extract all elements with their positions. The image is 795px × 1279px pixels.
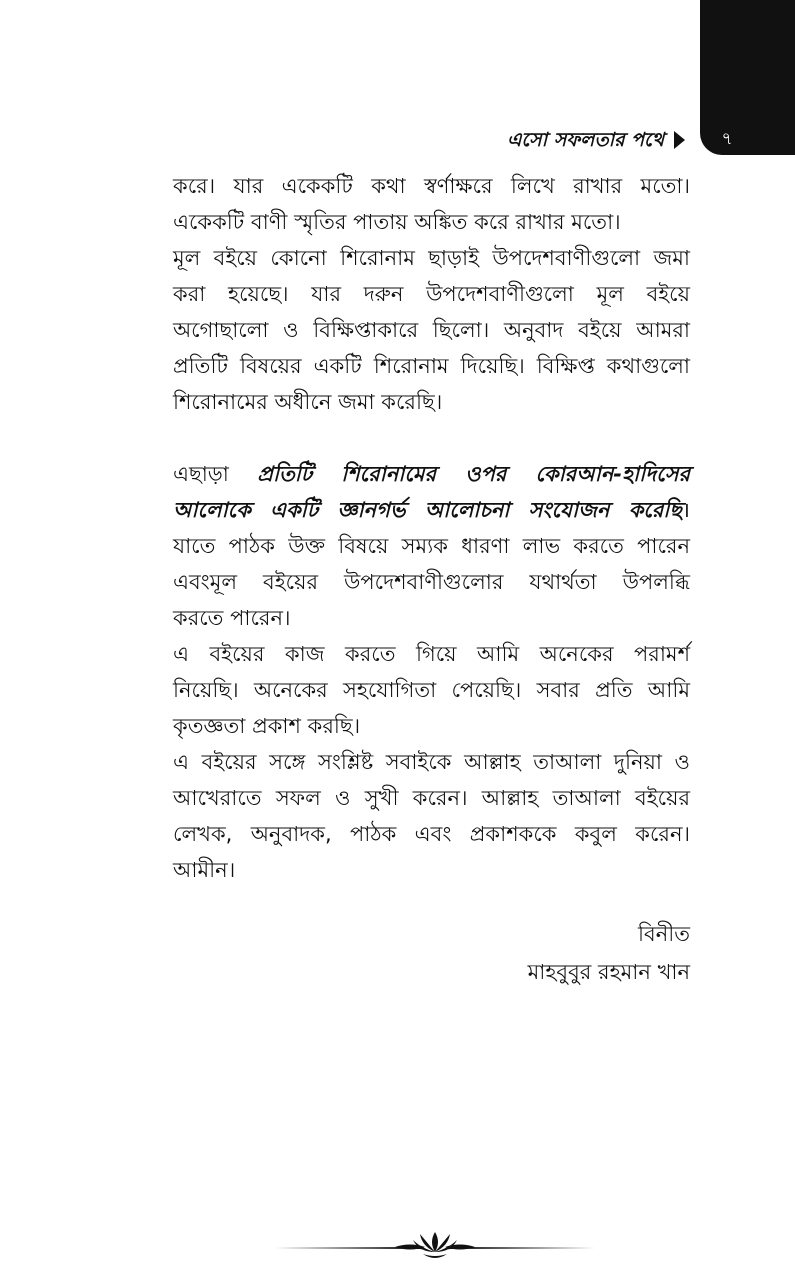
text-line: কৃতজ্ঞতা প্রকাশ করছি। [173,714,361,738]
text-line: নিয়েছি। অনেকের সহযোগিতা পেয়েছি। সবার প্রতি আমি [173,678,690,702]
text-line: প্রতিটি বিষয়ের একটি শিরোনাম দিয়েছি। বিক্ষিপ্ত কথাগুলো [173,354,690,378]
text-line: এ বইয়ের কাজ করতে গিয়ে আমি অনেকের পরামর্শ [173,642,690,666]
text-line: লেখক, অনুবাদক, পাঠক এবং প্রকাশককে কবুল করেন। [173,822,690,846]
text-line [173,456,690,492]
body-text [173,168,690,888]
text-line: আখেরাতে সফল ও সুখী করেন। আল্লাহ তাআলা বইয়ের [173,786,690,810]
text-line: করা হয়েছে। যার দরুন উপদেশবাণীগুলো মূল বইয়ে [173,282,690,306]
text-line: মূল বইয়ে কোনো শিরোনাম ছাড়াই উপদেশবাণীগুলো জমা [173,246,690,270]
text-line: একেকটি বাণী স্মৃতির পাতায় অঙ্কিত করে রাখার মতো। [173,210,621,234]
signature-block [528,915,690,991]
emphasis-text: আলোকে একটি জ্ঞানগর্ভ আলোচনা সংযোজন করেছি [173,498,683,522]
right-triangle-icon [674,131,685,149]
text-line: এবংমূল বইয়ের উপদেশবাণীগুলোর যথার্থতা উপলব্ধি [173,570,690,594]
text-fragment: এছাড়া [173,462,229,486]
closing-word: বিনীত [638,922,690,946]
text-fragment: । [682,498,690,522]
text-line: যাতে পাঠক উক্ত বিষয়ে সম্যক ধারণা লাভ করতে পারেন [173,534,690,558]
text-line: শিরোনামের অধীনে জমা করেছি। [173,390,443,414]
lotus-divider-icon [275,1228,595,1264]
text-line: এ বইয়ের সঙ্গে সংশ্লিষ্ট সবাইকে আল্লাহ তাআলা দুনিয়া ও [173,750,690,774]
text-line: অগোছালো ও বিক্ষিপ্তাকারে ছিলো। অনুবাদ বইয়ে আমরা [173,318,690,342]
text-line [173,492,690,528]
text-line: করে। যার একেকটি কথা স্বর্ণাক্ষরে লিখে রাখার মতো। [173,174,690,198]
running-header [507,127,685,153]
text-line: আমীন। [173,858,236,882]
running-title: এসো সফলতার পথে [506,129,664,151]
text-line: করতে পারেন। [173,606,291,630]
page-number: ৭ [721,129,733,149]
emphasis-text: প্রতিটি শিরোনামের ওপর কোরআন-হাদিসের [257,462,690,486]
author-name: মাহবুবুর রহমান খান [527,960,690,984]
